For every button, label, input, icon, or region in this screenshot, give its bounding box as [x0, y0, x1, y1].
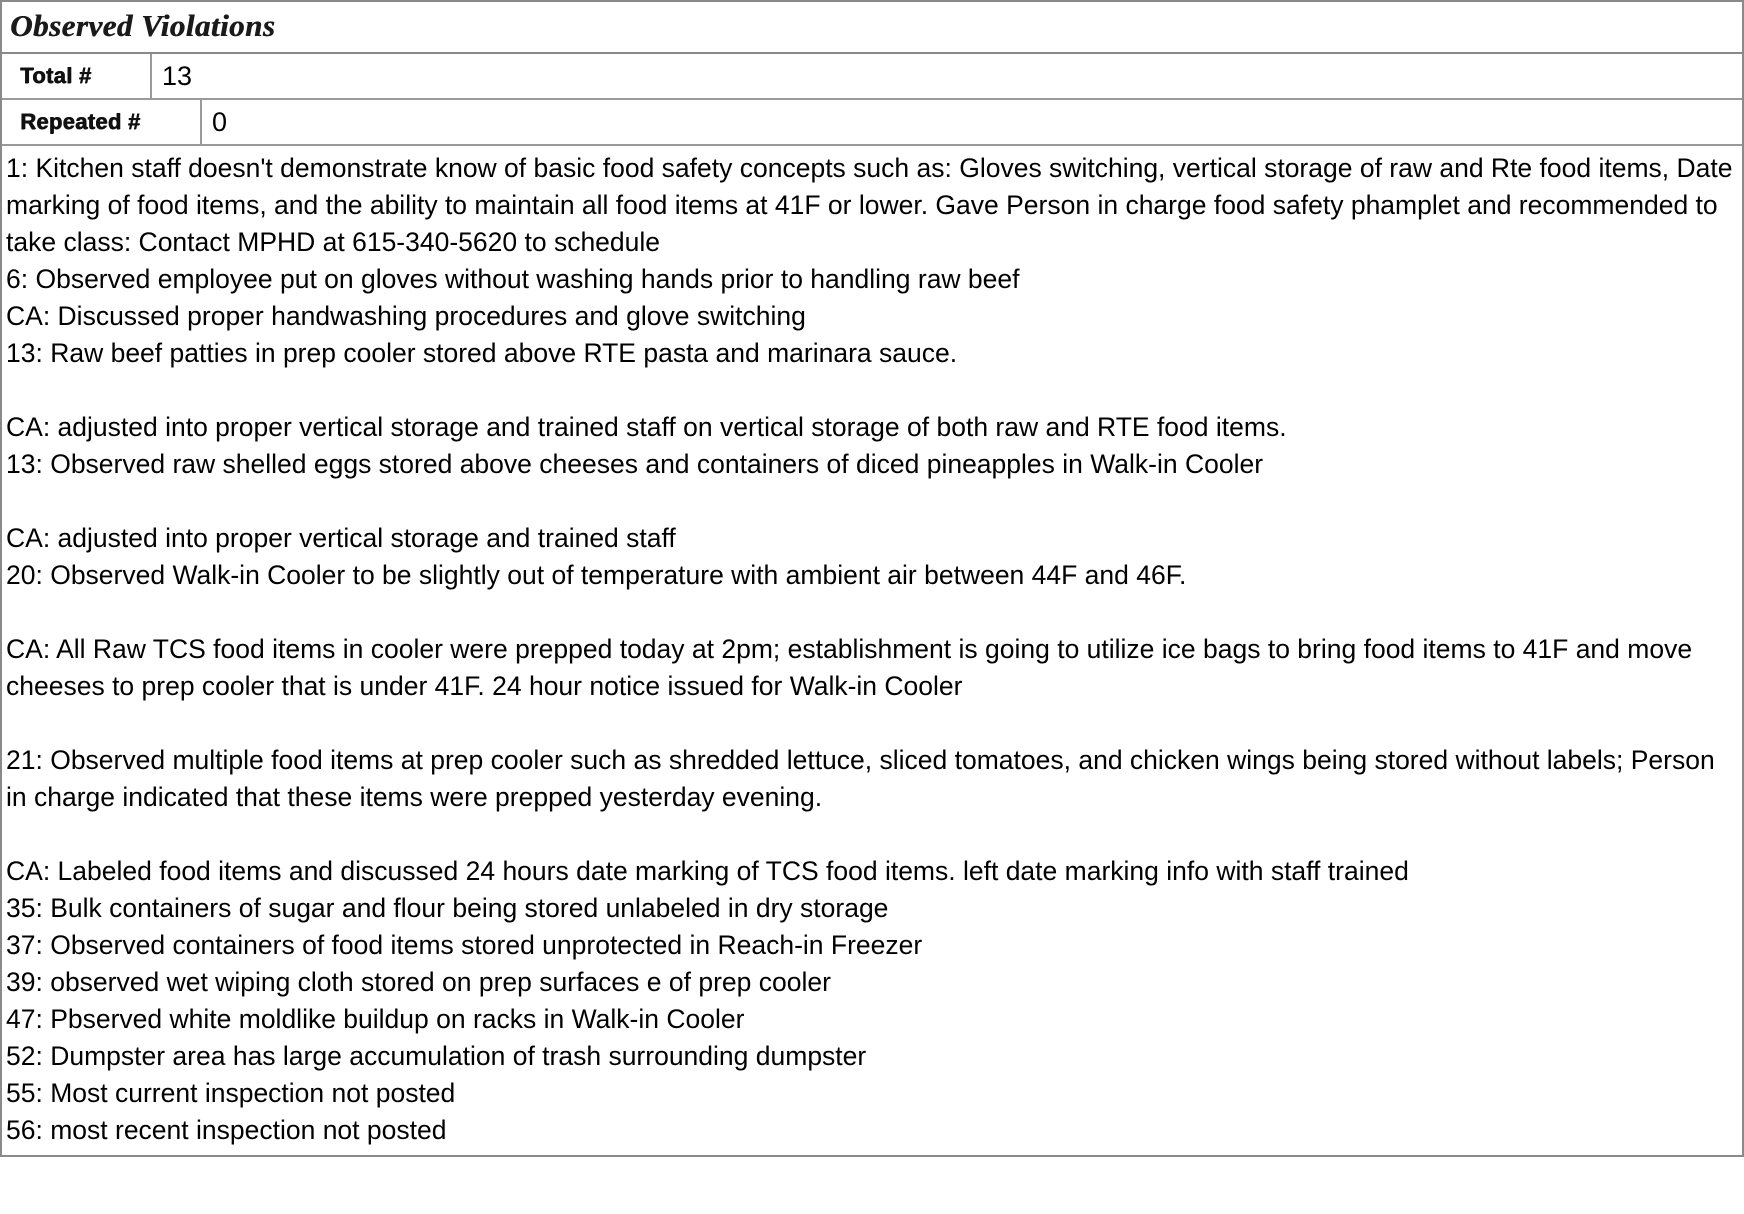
violation-line: 6: Observed employee put on gloves without washing hands prior to handling raw beef: [6, 264, 1020, 294]
violation-line-blank: [6, 372, 1738, 409]
total-count-row: [2, 54, 1742, 100]
total-count-label-cell: [2, 54, 152, 98]
repeated-count-value: 0: [212, 106, 228, 137]
violation-line: 52: Dumpster area has large accumulation of trash surrounding dumpster: [6, 1041, 867, 1071]
violation-line: CA: Discussed proper handwashing procedures and glove switching: [6, 301, 806, 331]
violation-line-blank: [6, 483, 1738, 520]
violation-line-blank: [6, 816, 1738, 853]
violation-line-blank: [6, 705, 1738, 742]
total-count-value: 13: [162, 60, 193, 91]
violation-line: 39: observed wet wiping cloth stored on prep surfaces e of prep cooler: [6, 967, 831, 997]
violation-line: CA: adjusted into proper vertical storage and trained staff on vertical storage of both raw and RTE food items.: [6, 412, 1287, 442]
violation-line: 47: Pbserved white moldlike buildup on racks in Walk-in Cooler: [6, 1004, 745, 1034]
page-title: Observed Violations: [10, 8, 276, 43]
total-count-value-cell: [152, 54, 1742, 98]
total-count-label: Total #: [20, 63, 92, 88]
violation-line: 20: Observed Walk-in Cooler to be slightly out of temperature with ambient air between 44F and 46F.: [6, 560, 1187, 590]
violation-line: 56: most recent inspection not posted: [6, 1115, 447, 1145]
violation-line: 13: Observed raw shelled eggs stored above cheeses and containers of diced pineapples in Walk-in Cooler: [6, 449, 1264, 479]
repeated-count-label: Repeated #: [20, 109, 141, 134]
violation-line: 13: Raw beef patties in prep cooler stored above RTE pasta and marinara sauce.: [6, 338, 958, 368]
violation-line: 1: Kitchen staff doesn't demonstrate know of basic food safety concepts such as: Gloves switching, vertical storage of raw and Rte food items, Date marking of food items, and the ability to maintain all food items at 41F or lower. Gave Person in charge food safety phamplet and recommended to take class: Contact MPHD at 615-340-5620 to schedule: [6, 153, 1740, 257]
section-title-row: [2, 2, 1742, 54]
violation-line: 21: Observed multiple food items at prep cooler such as shredded lettuce, sliced tomatoes, and chicken wings being stored without labels; Person in charge indicated that these items were prepped yesterday evening.: [6, 745, 1723, 812]
repeated-count-row: [2, 100, 1742, 146]
violations-text-block: [2, 146, 1742, 1155]
violation-line: 35: Bulk containers of sugar and flour being stored unlabeled in dry storage: [6, 893, 889, 923]
violation-line: CA: adjusted into proper vertical storage and trained staff: [6, 523, 676, 553]
violation-line: 37: Observed containers of food items stored unprotected in Reach-in Freezer: [6, 930, 923, 960]
violation-line: 55: Most current inspection not posted: [6, 1078, 456, 1108]
violation-line-blank: [6, 594, 1738, 631]
violation-line: CA: Labeled food items and discussed 24 hours date marking of TCS food items. left date marking info with staff trained: [6, 856, 1409, 886]
violation-line: CA: All Raw TCS food items in cooler were prepped today at 2pm; establishment is going to utilize ice bags to bring food items to 41F and move cheeses to prep cooler that is under 41F. 24 hour notice issued for Walk-in Cooler: [6, 634, 1700, 701]
repeated-count-label-cell: [2, 100, 202, 144]
repeated-count-value-cell: [202, 100, 1742, 144]
